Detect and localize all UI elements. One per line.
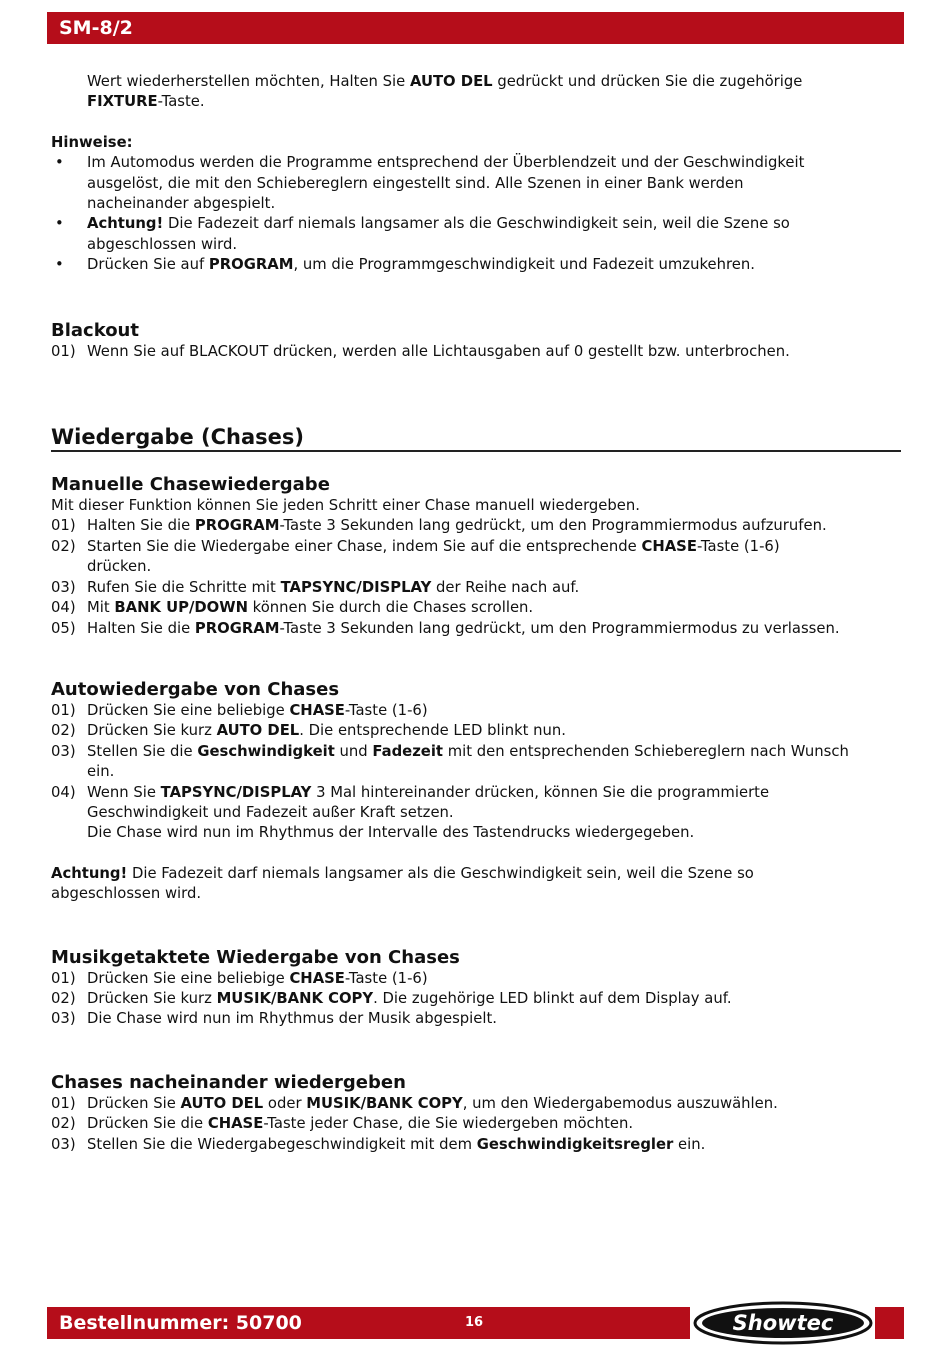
list-item: 04) Mit BANK UP/DOWN können Sie durch die Chases scrollen. [51, 599, 534, 617]
page-number: 16 [465, 1315, 484, 1330]
list-item: 02) Starten Sie die Wiedergabe einer Chase, indem Sie auf die entsprechende CHASE-Taste (1-6) drücken. [51, 537, 780, 576]
musik-heading: Musikgetaktete Wiedergabe von Chases [51, 946, 460, 968]
blackout-heading: Blackout [51, 319, 139, 341]
list-item: 03) Die Chase wird nun im Rhythmus der Musik abgespielt. [51, 1010, 498, 1028]
page-content [51, 72, 901, 1155]
list-item: 02) Drücken Sie kurz AUTO DEL. Die entsprechende LED blinkt nun. [51, 722, 566, 740]
list-item: 01) Drücken Sie eine beliebige CHASE-Taste (1-6) [51, 969, 428, 987]
list-item: 05) Halten Sie die PROGRAM-Taste 3 Sekunden lang gedrückt, um den Programmiermodus zu verlassen. [51, 619, 840, 637]
auto-note: Achtung! Die Fadezeit darf niemals langsamer als die Geschwindigkeit sein, weil die Szene so abgeschlossen wird. [51, 864, 754, 903]
list-item: 02) Drücken Sie die CHASE-Taste jeder Chase, die Sie wiedergeben möchten. [51, 1115, 634, 1133]
header-title: SM-8/2 [59, 17, 133, 39]
list-item: 01) Wenn Sie auf BLACKOUT drücken, werden alle Lichtausgaben auf 0 gestellt bzw. unterbrochen. [51, 342, 790, 360]
svg-text:Showtec: Showtec [732, 1311, 834, 1335]
showtec-logo [692, 1301, 874, 1345]
wiedergabe-heading: Wiedergabe (Chases) [51, 424, 901, 452]
auto-heading: Autowiedergabe von Chases [51, 678, 340, 700]
nach-heading: Chases nacheinander wiedergeben [51, 1071, 406, 1093]
page-header [47, 12, 904, 44]
list-item: 03) Stellen Sie die Wiedergabegeschwindigkeit mit dem Geschwindigkeitsregler ein. [51, 1135, 706, 1153]
manuell-heading: Manuelle Chasewiedergabe [51, 474, 330, 496]
bullet-item: • Drücken Sie auf PROGRAM, um die Programmgeschwindigkeit und Fadezeit umzukehren. [51, 255, 901, 275]
bullet-icon: • [55, 215, 64, 233]
manuell-intro: Mit dieser Funktion können Sie jeden Schritt einer Chase manuell wiedergeben. [51, 497, 640, 515]
page-footer [47, 1307, 690, 1339]
hinweise-title: Hinweise: [51, 133, 133, 151]
footer-bar-end [875, 1307, 904, 1339]
intro-text: Wert wiederherstellen möchten, Halten Sie AUTO DEL gedrückt und drücken Sie die zugehörige FIXTURE-Taste. [87, 73, 803, 111]
list-item: 01) Halten Sie die PROGRAM-Taste 3 Sekunden lang gedrückt, um den Programmiermodus aufzurufen. [51, 517, 827, 535]
bullet-icon: • [55, 256, 64, 274]
bullet-icon: • [55, 154, 64, 172]
order-number: Bestellnummer: 50700 [59, 1312, 302, 1334]
list-item: 03) Stellen Sie die Geschwindigkeit und Fadezeit mit den entsprechenden Schiebereglern nach Wunsch ein. [51, 742, 849, 781]
list-item: 03) Rufen Sie die Schritte mit TAPSYNC/DISPLAY der Reihe nach auf. [51, 578, 580, 596]
list-item: 04) Wenn Sie TAPSYNC/DISPLAY 3 Mal hintereinander drücken, können Sie die programmierte Geschwindigkeit und Fadezeit außer Kraft setzen. Die Chase wird nun im Rhythmus der Intervalle des Tastendrucks wiedergegeben. [51, 783, 770, 842]
bullet-item: • Im Automodus werden die Programme entsprechend der Überblendzeit und der Geschwindigkeit ausgelöst, die mit den Schiebereglern eingestellt sind. Alle Szenen in einer Bank werden nacheinander abgespielt. [55, 154, 805, 213]
list-item: 01) Drücken Sie AUTO DEL oder MUSIK/BANK COPY, um den Wiedergabemodus auszuwählen. [51, 1094, 778, 1112]
bullet-item: • Achtung! Die Fadezeit darf niemals langsamer als die Geschwindigkeit sein, weil die Szene so abgeschlossen wird. [55, 215, 790, 253]
list-item: 02) Drücken Sie kurz MUSIK/BANK COPY. Die zugehörige LED blinkt auf dem Display auf. [51, 989, 732, 1007]
list-item: 01) Drücken Sie eine beliebige CHASE-Taste (1-6) [51, 701, 428, 719]
